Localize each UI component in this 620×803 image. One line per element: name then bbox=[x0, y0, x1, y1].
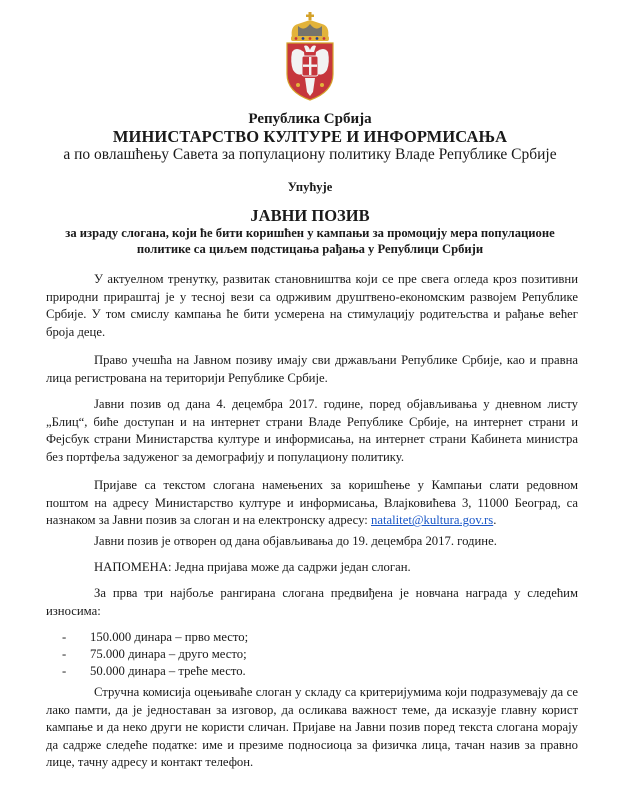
prize-list bbox=[46, 629, 546, 680]
paragraph-evaluation: Стручна комисија оцењиваће слоган у складу са критеријумима који подразумевају да се лако памти, да је једноставан за изговор, да осликава важност теме, да исказује главну корист кампање и да неко други не користи сличан. Пријаве на Јавни позив поред текста слогана морају да садрже следеће податке: име и презиме подносиоца за физичка лица, тачан назив за правно лице, тачну адресу и контакт телефон. bbox=[46, 685, 578, 770]
email-link[interactable]: natalitet@kultura.gov.rs bbox=[371, 513, 494, 528]
prize-item-first bbox=[46, 629, 546, 646]
prize-text: 150.000 динара – прво место; bbox=[90, 630, 249, 644]
paragraph-context: У актуелном тренутку, развитак становништва који се пре свега огледа кроз позитивни природни прираштај је у тесној вези са одрживим друштвено-економским развојем Републике Србије. У том смислу кампања ће бити усмерена на стимулацију родитељства и рађање већег броја деце. bbox=[46, 272, 578, 339]
public-call-subtitle: за израду слогана, који ће бити коришћен у кампањи за промоцију мера популационе политике са циљем подстицања рађања у Републици Србији bbox=[65, 226, 555, 256]
paragraph-prizes-intro: За прва три најбоље рангирана слогана предвиђена је новчана награда у следећим износима: bbox=[46, 586, 578, 618]
paragraph-submission bbox=[46, 477, 578, 530]
bullet-dash: - bbox=[62, 647, 67, 661]
prize-text: 50.000 динара – треће место. bbox=[90, 664, 246, 678]
public-call-title: ЈАВНИ ПОЗИВ bbox=[250, 206, 370, 225]
prize-text: 75.000 динара – друго место; bbox=[90, 647, 247, 661]
bullet-dash: - bbox=[62, 664, 67, 678]
ministry-heading: МИНИСТАРСТВО КУЛТУРЕ И ИНФОРМИСАЊА bbox=[112, 127, 508, 146]
prize-item-second bbox=[46, 646, 546, 663]
authority-line: а по овлашћењу Савета за популациону политику Владе Републике Србије bbox=[63, 146, 557, 163]
submission-text: Пријаве са текстом слогана намењених за коришћење у Кампањи слати редовном поштом на адресу Министарство културе и информисања, Влајковићева 3, 11000 Београд, са назнаком за Јавни позив за слоган и на електронску адресу: bbox=[46, 478, 578, 528]
prize-item-third bbox=[46, 663, 546, 680]
paragraph-note: НАПОМЕНА: Једна пријава може да садржи један слоган. bbox=[94, 560, 411, 574]
document-header bbox=[0, 111, 620, 195]
paragraph-deadline: Јавни позив је отворен од дана објављивања до 19. децембра 2017. године. bbox=[94, 534, 497, 548]
sends-label: Упућује bbox=[287, 180, 333, 194]
submission-end: . bbox=[493, 513, 497, 528]
republic-heading: Република Србија bbox=[248, 111, 372, 127]
serbian-coat-of-arms-icon bbox=[284, 12, 336, 102]
paragraph-publication: Јавни позив од дана 4. децембра 2017. године, поред објављивања у дневном листу „Блиц“, биће доступан и на интернет страни Владе Републике Србије, на интернет страни и Фејсбук страни Министарства културе и информисања, на интернет страни Кабинета министра без портфеља задуженог за демографију и популациону политику. bbox=[46, 397, 578, 464]
bullet-dash: - bbox=[62, 630, 67, 644]
paragraph-eligibility: Право учешћа на Јавном позиву имају сви држављани Републике Србије, као и правна лица регистрована на територији Републике Србије. bbox=[46, 353, 578, 385]
